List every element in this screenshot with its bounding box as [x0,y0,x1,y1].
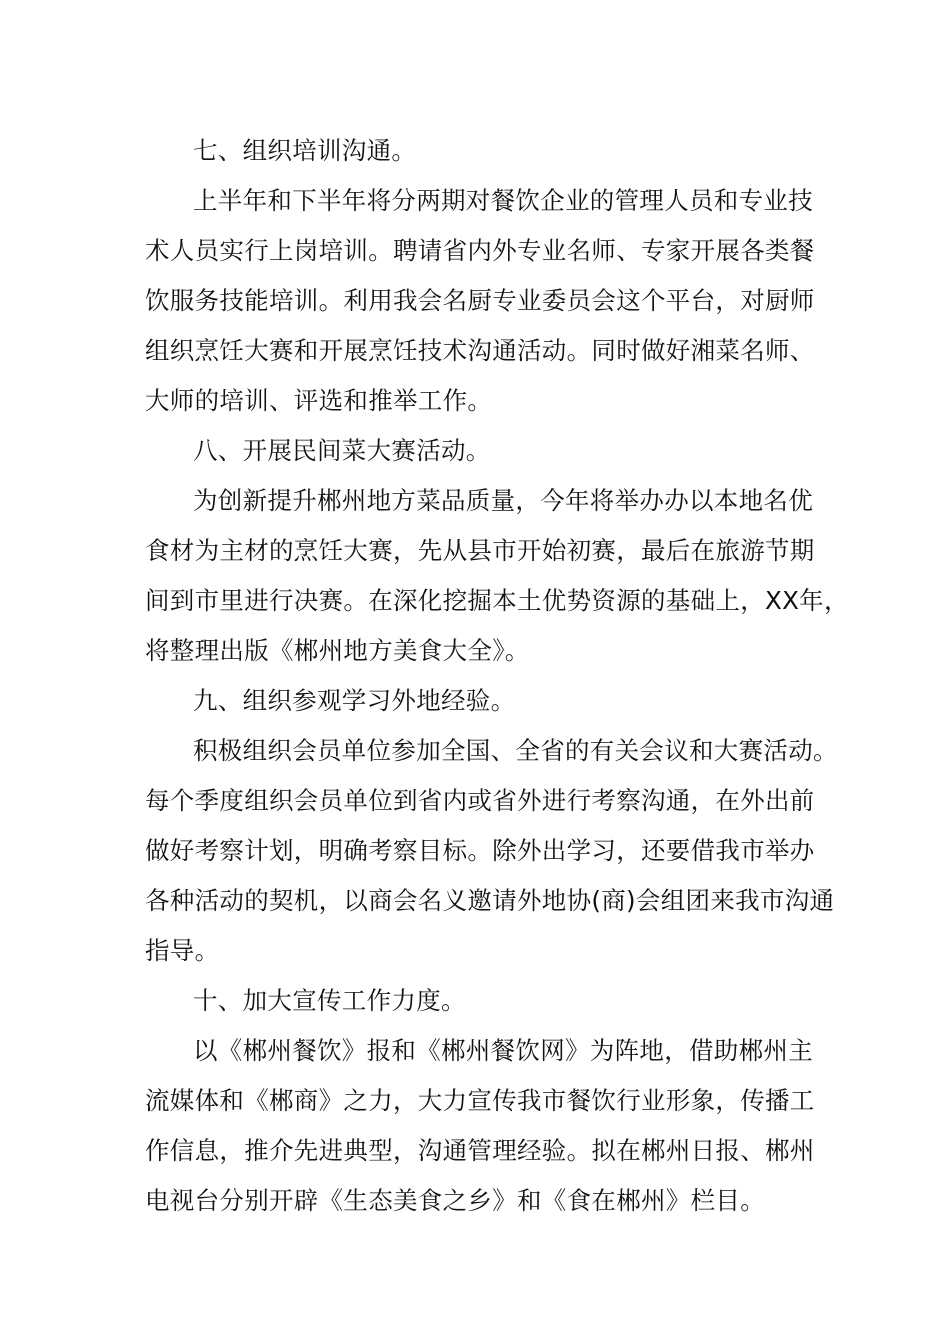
paragraph-line: 饮服务技能培训。利用我会名厨专业委员会这个平台，对厨师 [145,286,815,315]
paragraph-line: 电视台分别开辟《生态美食之乡》和《食在郴州》栏目。 [145,1186,765,1215]
paragraph-line: 术人员实行上岗培训。聘请省内外专业名师、专家开展各类餐 [145,236,815,265]
paragraph-line: 为创新提升郴州地方菜品质量，今年将举办办以本地名优 [193,486,813,515]
paragraph-line: 上半年和下半年将分两期对餐饮企业的管理人员和专业技 [193,186,813,215]
paragraph-line: 各种活动的契机，以商会名义邀请外地协(商)会组团来我市沟通 [145,886,835,915]
paragraph-line: 作信息，推介先进典型，沟通管理经验。拟在郴州日报、郴州 [145,1136,815,1165]
section-heading-9: 九、组织参观学习外地经验。 [193,686,516,715]
paragraph-line: 间到市里进行决赛。在深化挖掘本土优势资源的基础上，XX年， [145,586,849,615]
section-heading-7: 七、组织培训沟通。 [193,136,417,165]
paragraph-line: 大师的培训、评选和推举工作。 [145,386,493,415]
paragraph-line: 组织烹饪大赛和开展烹饪技术沟通活动。同时做好湘菜名师、 [145,336,815,365]
paragraph-line: 指导。 [145,936,220,965]
section-heading-10: 十、加大宣传工作力度。 [193,986,466,1015]
paragraph-line: 将整理出版《郴州地方美食大全》。 [145,636,530,665]
paragraph-line: 做好考察计划，明确考察目标。除外出学习，还要借我市举办 [145,836,815,865]
paragraph-line: 食材为主材的烹饪大赛，先从县市开始初赛，最后在旅游节期 [145,536,815,565]
section-heading-8: 八、开展民间菜大赛活动。 [193,436,491,465]
paragraph-line: 每个季度组织会员单位到省内或省外进行考察沟通，在外出前 [145,786,815,815]
paragraph-line: 流媒体和《郴商》之力，大力宣传我市餐饮行业形象，传播工 [145,1086,815,1115]
paragraph-line: 以《郴州餐饮》报和《郴州餐饮网》为阵地，借助郴州主 [193,1036,813,1065]
paragraph-line: 积极组织会员单位参加全国、全省的有关会议和大赛活动。 [193,736,838,765]
